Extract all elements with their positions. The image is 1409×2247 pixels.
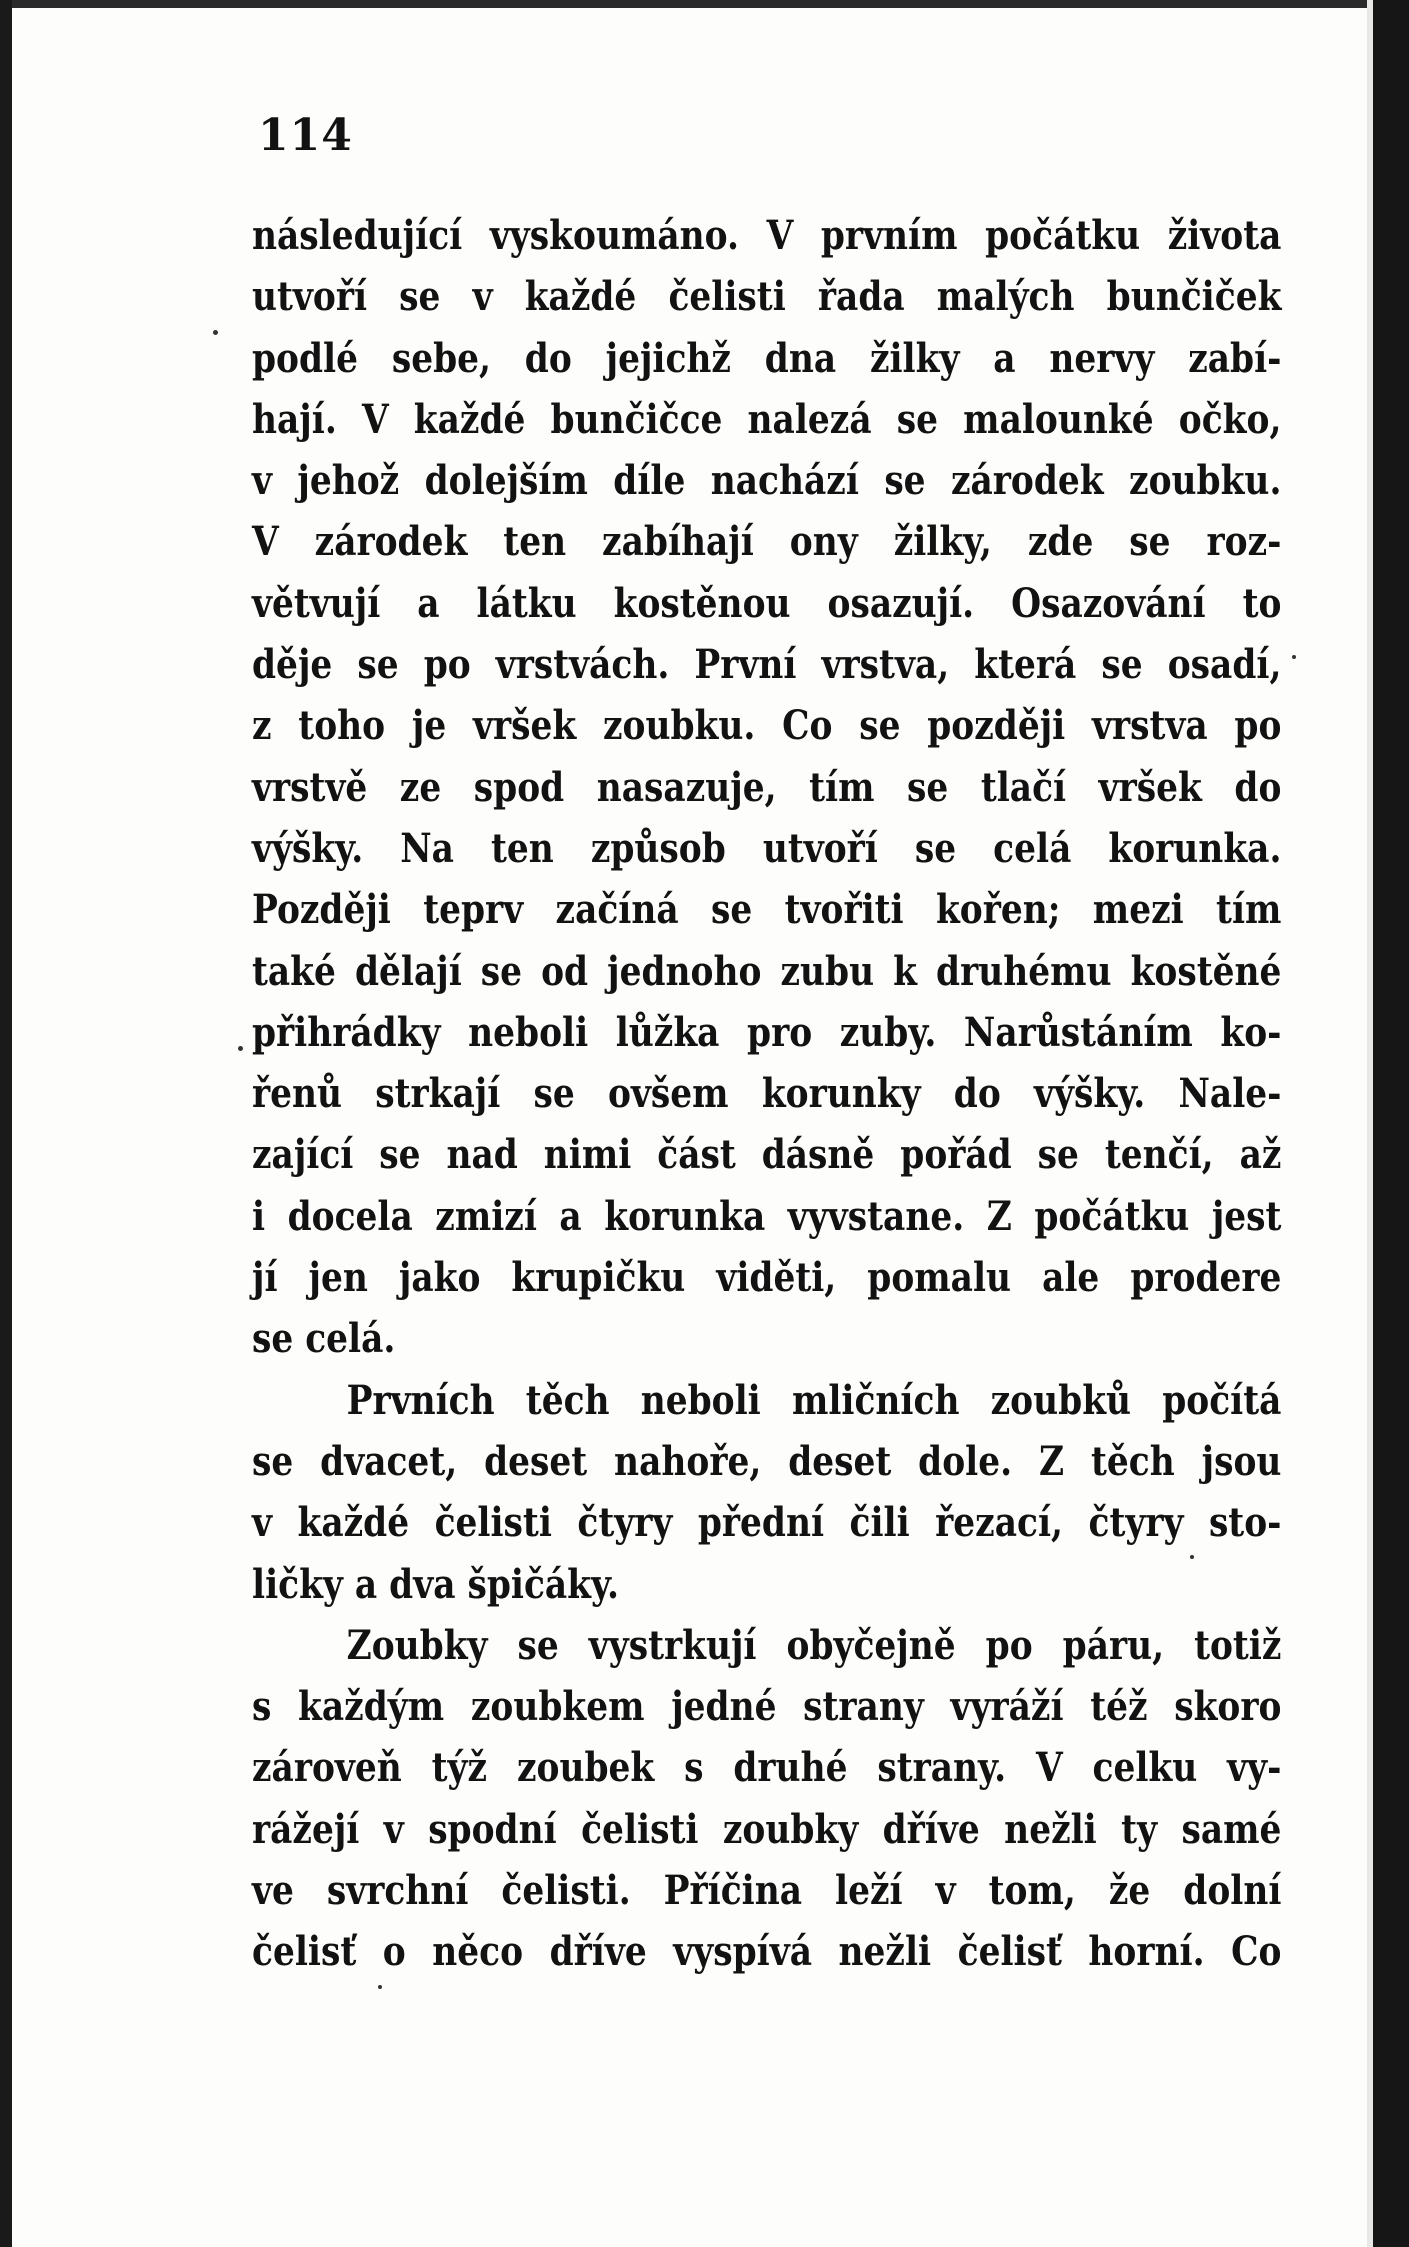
text-line: V zárodek ten zabíhají ony žilky, zde se roz- bbox=[252, 518, 1282, 566]
scan-speck bbox=[1190, 1555, 1194, 1559]
paragraph-start-line: Prvních těch neboli mličních zoubků počítá bbox=[346, 1376, 1282, 1424]
scan-edge-right bbox=[1373, 0, 1409, 2247]
scan-speck bbox=[1292, 655, 1296, 659]
text-line: vrstvě ze spod nasazuje, tím se tlačí vršek do bbox=[252, 763, 1282, 811]
text-line: v jehož dolejším díle nachází se zárodek zoubku. bbox=[252, 457, 1282, 505]
text-line: větvují a látku kostěnou osazují. Osazování to bbox=[252, 579, 1282, 627]
paragraph-end-line: se celá. bbox=[252, 1315, 396, 1363]
text-line: Později teprv začíná se tvořiti kořen; mezi tím bbox=[252, 886, 1282, 934]
page-number: 114 bbox=[258, 110, 353, 161]
paragraph-start-line: Zoubky se vystrkují obyčejně po páru, totiž bbox=[346, 1621, 1282, 1669]
text-line: přihrádky neboli lůžka pro zuby. Narůstáním ko- bbox=[252, 1008, 1282, 1056]
text-line: v každé čelisti čtyry přední čili řezací, čtyry sto- bbox=[252, 1499, 1282, 1547]
text-line: řenů strkají se ovšem korunky do výšky. Nale- bbox=[252, 1070, 1282, 1118]
text-line: zající se nad nimi část dásně pořád se tenčí, až bbox=[252, 1131, 1282, 1179]
scan-speck bbox=[213, 330, 218, 335]
text-line: z toho je vršek zoubku. Co se později vrstva po bbox=[252, 702, 1282, 750]
text-line: následující vyskoumáno. V prvním počátku života bbox=[252, 212, 1282, 259]
text-line: zároveň týž zoubek s druhé strany. V celku vy- bbox=[252, 1744, 1282, 1792]
text-line: se dvacet, deset nahoře, deset dole. Z těch jsou bbox=[252, 1437, 1282, 1485]
text-line: čelisť o něco dříve vyspívá nežli čelisť horní. Co bbox=[252, 1928, 1282, 1976]
scan-edge-left bbox=[0, 0, 12, 2247]
text-line: jí jen jako krupičku viděti, pomalu ale prodere bbox=[252, 1254, 1282, 1302]
text-line: také dělají se od jednoho zubu k druhému kostěné bbox=[252, 947, 1282, 995]
scan-speck bbox=[378, 1985, 382, 1989]
text-line: i docela zmizí a korunka vyvstane. Z počátku jest bbox=[252, 1192, 1282, 1240]
scan-edge-top bbox=[0, 0, 1409, 8]
text-line: hají. V každé bunčičce nalezá se malounké očko, bbox=[252, 395, 1282, 443]
text-line: s každým zoubkem jedné strany vyráží též skoro bbox=[252, 1683, 1282, 1731]
scan-speck bbox=[238, 1046, 243, 1051]
text-line: ve svrchní čelisti. Příčina leží v tom, že dolní bbox=[252, 1867, 1282, 1915]
text-line: děje se po vrstvách. První vrstva, která se osadí, bbox=[252, 641, 1282, 689]
text-line: podlé sebe, do jejichž dna žilky a nervy zabí- bbox=[252, 334, 1282, 382]
paragraph-end-line: ličky a dva špičáky. bbox=[252, 1560, 620, 1608]
body-text bbox=[252, 205, 1282, 1983]
text-line: utvoří se v každé čelisti řada malých bunčiček bbox=[252, 273, 1282, 321]
text-line: výšky. Na ten způsob utvoří se celá korunka. bbox=[252, 824, 1282, 872]
text-line: rážejí v spodní čelisti zoubky dříve nežli ty samé bbox=[252, 1805, 1282, 1853]
